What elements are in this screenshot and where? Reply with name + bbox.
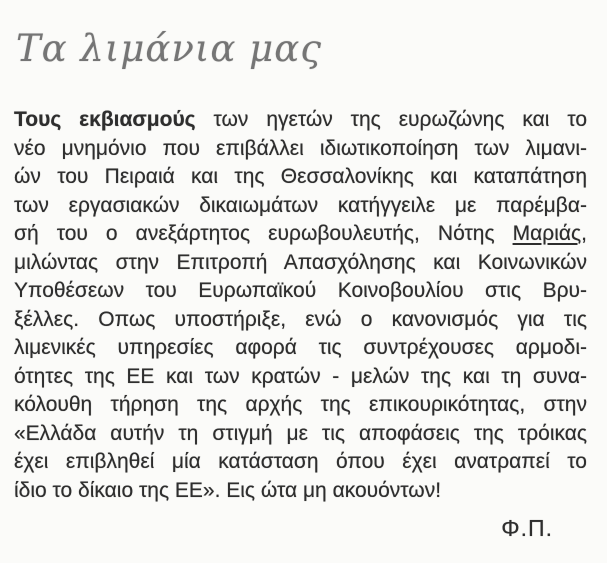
article-body <box>14 106 587 505</box>
text-line <box>14 391 587 420</box>
text-line <box>14 135 587 164</box>
text-line <box>14 448 587 477</box>
text-line <box>14 477 587 506</box>
text-line <box>14 363 587 392</box>
lead-bold-segment: Τους εκβιασμούς <box>14 108 196 131</box>
text-segment: κόλουθη τήρηση της αρχής της επικουρικότητας, στην <box>14 393 587 416</box>
text-segment: των ηγετών της ευρωζώνης και το <box>195 108 587 131</box>
text-segment: έχει επιβληθεί μία κατάσταση όπου έχει ανατραπεί το <box>14 450 587 473</box>
text-line <box>14 334 587 363</box>
text-segment: Υποθέσεων του Ευρωπαϊκού Κοινοβουλίου στις Βρυ- <box>14 279 587 302</box>
text-line <box>14 106 587 135</box>
text-segment: μιλώντας στην Επιτροπή Απασχόλησης και Κοινωνικών <box>14 250 587 274</box>
text-segment: σή του ο ανεξάρτητος ευρωβουλευτής, Νότης <box>14 222 513 245</box>
text-segment: ών του Πειραιά και της Θεσσαλονίκης και καταπάτηση <box>14 165 587 188</box>
article-title: Τα λιμάνια μας <box>16 27 322 70</box>
text-line <box>14 192 587 221</box>
text-segment: ξέλλες. Οπως υποστήριξε, ενώ ο κανονισμός για τις <box>14 307 587 331</box>
underlined-name-segment: Μαριάς <box>512 222 582 245</box>
text-segment: ίδιο το δίκαιο της ΕΕ». Εις ώτα μη ακουόντων! <box>14 478 442 502</box>
text-line <box>14 277 587 306</box>
text-segment: λιμενικές υπηρεσίες αφορά τις συντρέχουσες αρμοδι- <box>14 336 587 359</box>
text-segment: , <box>581 222 587 245</box>
text-segment: νέο μνημόνιο που επιβάλλει ιδιωτικοποίηση των λιμανι- <box>14 136 587 160</box>
article-signature: Φ.Π. <box>501 515 553 541</box>
text-line <box>14 420 587 449</box>
text-line <box>14 249 587 278</box>
text-line <box>14 163 587 192</box>
text-segment: των εργασιακών δικαιωμάτων κατήγγειλε με παρέμβα- <box>14 193 587 217</box>
text-line <box>14 220 587 249</box>
text-segment: ότητες της ΕΕ και των κρατών - μελών της και τη συνα- <box>14 364 587 388</box>
text-segment: «Ελλάδα αυτήν τη στιγμή με τις αποφάσεις της τρόικας <box>14 421 587 445</box>
text-line <box>14 306 587 335</box>
